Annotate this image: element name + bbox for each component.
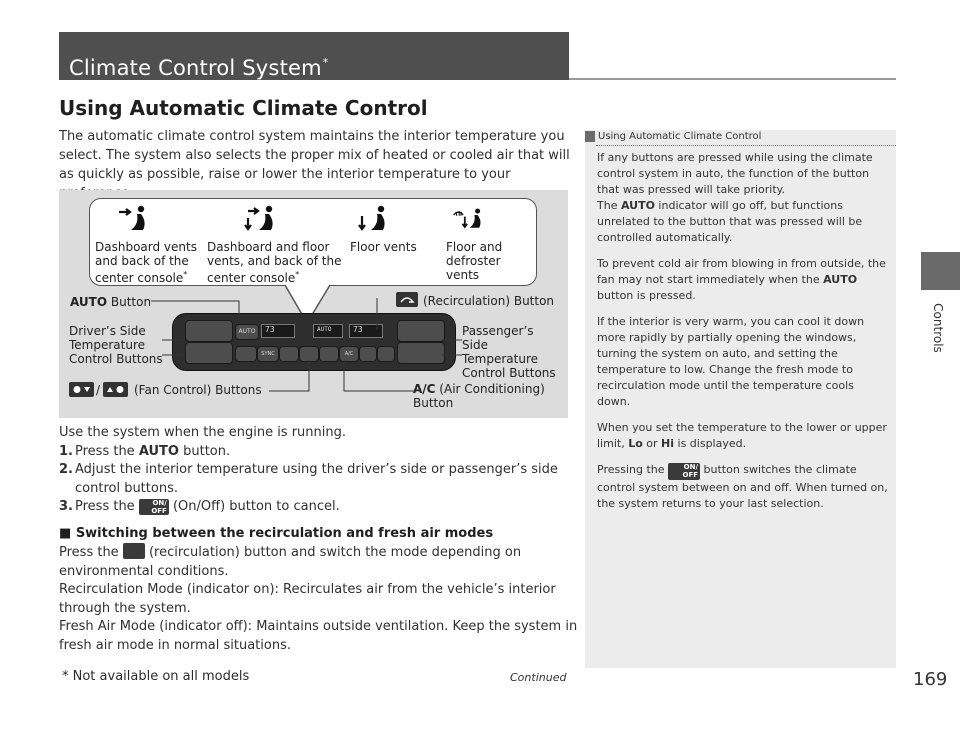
- note-divider: [596, 145, 896, 146]
- side-tab-label: Controls: [931, 303, 945, 353]
- ac-button[interactable]: A/C: [339, 346, 359, 362]
- instructions: [59, 424, 579, 655]
- ac-button-label: A/C (Air Conditioning) Button: [413, 382, 545, 410]
- sync-button[interactable]: SYNC: [257, 346, 279, 362]
- page-title: Climate Control System*: [69, 56, 329, 80]
- fan-up-icon: [103, 382, 128, 397]
- onoff-icon: ON/ OFF: [139, 499, 169, 515]
- note-p2: To prevent cold air from blowing in from outside, the fan may not start immediately when the AUTO button is pressed.: [597, 257, 886, 302]
- fan-control-label: (Fan Control) Buttons: [134, 383, 262, 397]
- mode-label-floor-defroster: Floor and defroster vents: [446, 240, 503, 282]
- auto-button[interactable]: AUTO: [235, 324, 259, 340]
- fresh-air-mode-text: Fresh Air Mode (indicator off): Maintains outside ventilation. Keep the system in fresh air mode in normal situations.: [59, 619, 578, 653]
- recirculation-inline-icon: [123, 543, 145, 559]
- driver-temp-display: 73: [261, 324, 295, 338]
- auto-display: AUTO: [313, 324, 343, 338]
- fan-down-icon: [69, 382, 94, 397]
- recirculation-mode-text: Recirculation Mode (indicator on): Recirculates air from the vehicle’s interior through the system.: [59, 582, 556, 616]
- mode-label-floor: Floor vents: [350, 240, 417, 254]
- note-p5: Pressing the ON/ OFF button switches the climate control system between on and off. When turned on, the system returns to your last selection.: [597, 463, 888, 510]
- title-rule: [569, 78, 896, 80]
- recirc-instruction: Press the (recirculation) button and switch the mode depending on environmental conditions.: [59, 545, 522, 579]
- note-body: [597, 150, 889, 522]
- title-footnote-mark: *: [322, 56, 329, 69]
- subsection-heading: ■ Switching between the recirculation and fresh air modes: [59, 525, 494, 541]
- step-3: 3. Press the ON/ OFF (On/Off) button to cancel.: [59, 499, 340, 515]
- recirculation-icon: [396, 292, 418, 307]
- note-p4: When you set the temperature to the lower or upper limit, Lo or Hi is displayed.: [597, 421, 887, 450]
- note-title: Using Automatic Climate Control: [598, 131, 762, 142]
- step-2: 2. Adjust the interior temperature using the driver’s side or passenger’s side control buttons.: [59, 462, 558, 496]
- note-p1: If any buttons are pressed while using the climate control system in auto, the function of the button that was pressed will take priority. The AUTO indicator will go off, but functions unrelated to the button that was pressed will be controlled automatically.: [597, 151, 873, 244]
- mode-label-dashboard-floor: Dashboard and floor vents, and back of the center console*: [207, 240, 342, 285]
- recirculation-button-label: (Recirculation) Button: [423, 294, 555, 308]
- page-number: 169: [913, 669, 948, 690]
- intro-paragraph: The automatic climate control system maintains the interior temperature you select. The system also selects the proper mix of heated or cooled air that will as quickly as possible, raise or lower the interior temperature to your: [59, 129, 570, 182]
- onoff-note-icon: ON/ OFF: [668, 463, 700, 480]
- note-p3: If the interior is very warm, you can cool it down more rapidly by partially opening the windows, turning the system on auto, and setting the temperature to low. Change the fresh mode to recirculation mode until the temperature cools down.: [597, 315, 865, 408]
- passenger-temp-display: 73: [349, 324, 383, 338]
- fan-separator: /: [96, 383, 101, 397]
- footnote: * Not available on all models: [62, 669, 250, 684]
- usage-lead: Use the system when the engine is running.: [59, 425, 347, 440]
- step-1: 1. Press the AUTO button.: [59, 443, 231, 459]
- side-tab-marker: [921, 252, 960, 290]
- continued-label: Continued: [510, 671, 567, 684]
- note-tag-icon: [585, 131, 595, 142]
- auto-button-label: AUTO Button: [70, 295, 152, 309]
- driver-temp-label: Driver’s Side Temperature Control Buttons: [69, 324, 163, 366]
- mode-label-dashboard: Dashboard vents and back of the center console*: [95, 240, 197, 285]
- section-heading: Using Automatic Climate Control: [59, 96, 428, 120]
- passenger-temp-label: Passenger’s Side Temperature Control Buttons: [462, 324, 556, 380]
